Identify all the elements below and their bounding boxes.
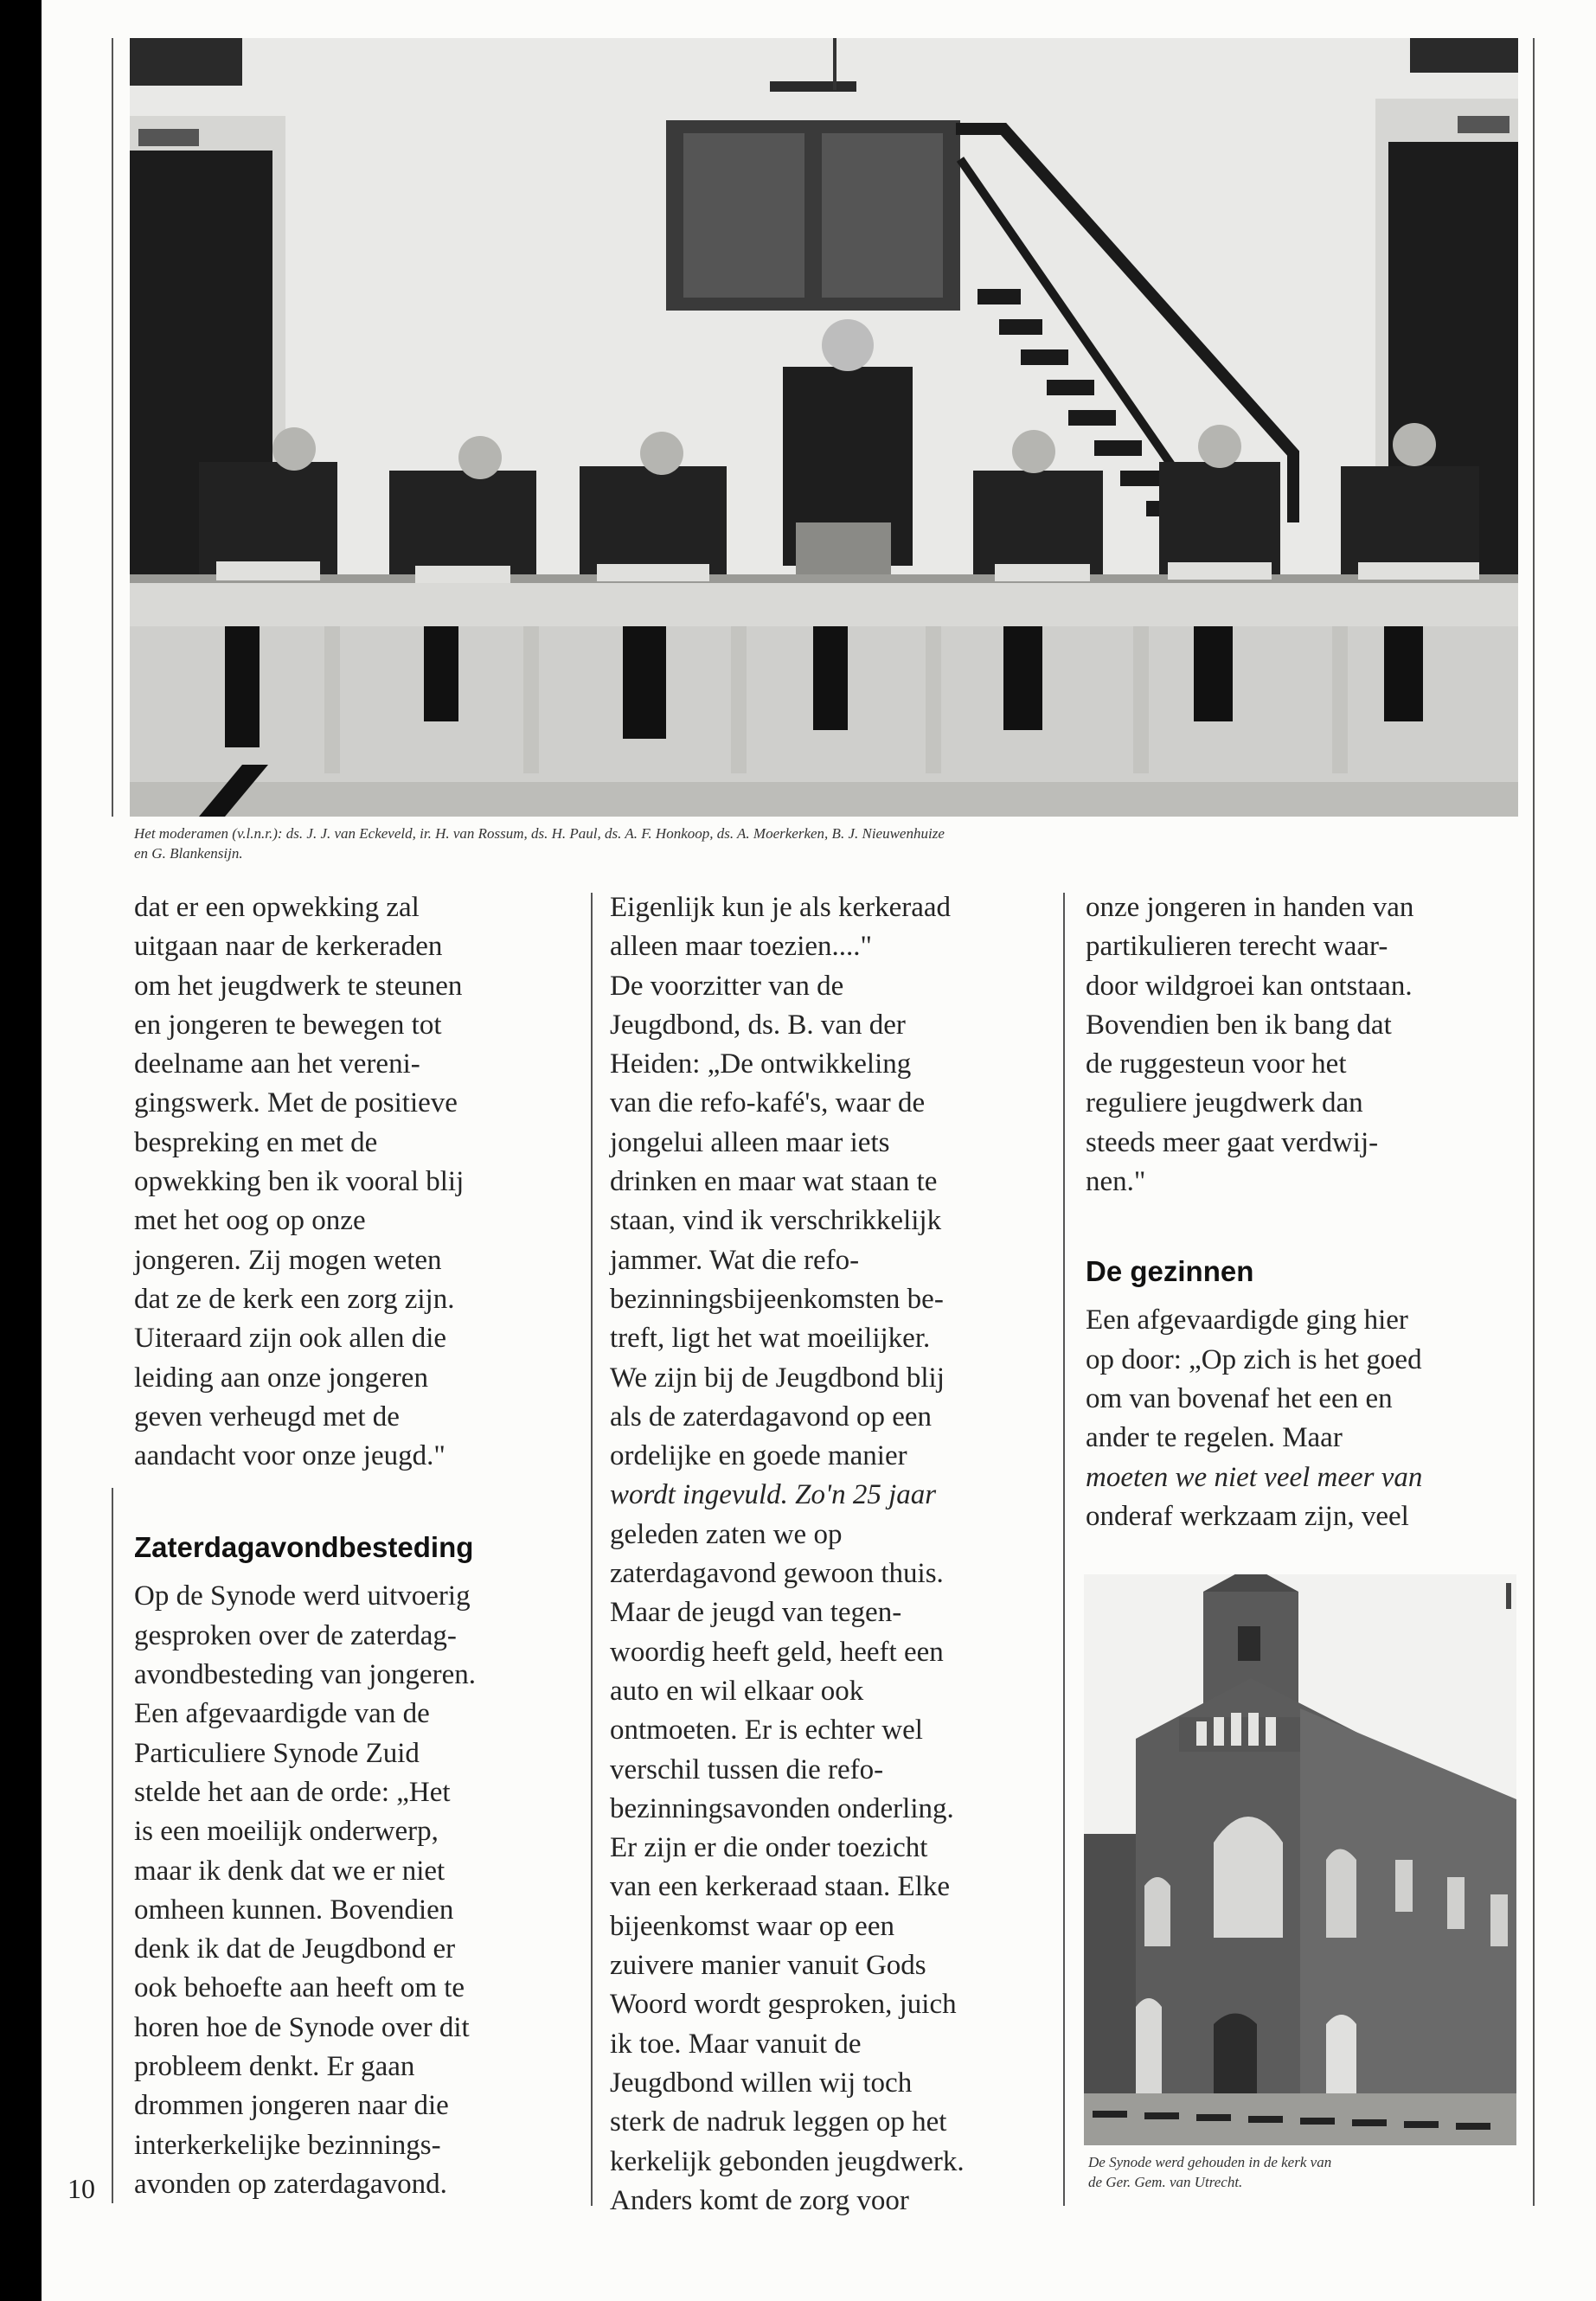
text-line: reguliere jeugdwerk dan bbox=[1086, 1087, 1363, 1119]
text-line: als de zaterdagavond op een bbox=[610, 1400, 932, 1433]
text-line: onze jongeren in handen van bbox=[1086, 892, 1414, 923]
text-line: moeten we niet veel meer van bbox=[1086, 1461, 1423, 1493]
text-line: leiding aan onze jongeren bbox=[134, 1362, 428, 1394]
text-line: Een afgevaardigde van de bbox=[134, 1698, 430, 1730]
page-number: 10 bbox=[67, 2173, 95, 2204]
text-line: probleem denkt. Er gaan bbox=[134, 2051, 415, 2083]
text-line: Heiden: „De ontwikkeling bbox=[610, 1048, 912, 1080]
moderamen-caption bbox=[134, 824, 1518, 863]
text-line: gesproken over de zaterdag- bbox=[134, 1619, 457, 1651]
article-paragraph bbox=[134, 1577, 584, 2204]
text-line: geven verheugd met de bbox=[134, 1400, 400, 1433]
text-line: Uiteraard zijn ook allen die bbox=[134, 1323, 447, 1355]
text-line: de ruggesteun voor het bbox=[1086, 1048, 1347, 1080]
text-line: onderaf werkzaam zijn, veel bbox=[1086, 1500, 1409, 1532]
text-line: bespreking en met de bbox=[134, 1126, 378, 1158]
text-line: steeds meer gaat verdwij- bbox=[1086, 1126, 1379, 1158]
text-line: interkerkelijke bezinnings- bbox=[134, 2129, 441, 2161]
church-caption-line: De Synode werd gehouden in de kerk van bbox=[1088, 2154, 1332, 2170]
text-line: nen." bbox=[1086, 1166, 1146, 1198]
text-line: bezinningsavonden onderling. bbox=[610, 1792, 954, 1824]
text-line: gingswerk. Met de positieve bbox=[134, 1087, 458, 1119]
moderamen-photo bbox=[130, 38, 1518, 817]
section-heading-de-gezinnen: De gezinnen bbox=[1086, 1255, 1254, 1288]
text-line: Jeugdbond, ds. B. van der bbox=[610, 1009, 906, 1041]
text-line: zuivere manier vanuit Gods bbox=[610, 1950, 926, 1982]
text-line: Bovendien ben ik bang dat bbox=[1086, 1009, 1392, 1041]
text-line: jammer. Wat die refo- bbox=[610, 1244, 860, 1276]
text-line: bijeenkomst waar op een bbox=[610, 1910, 894, 1942]
article-paragraph bbox=[1086, 888, 1527, 1202]
text-line: denk ik dat de Jeugdbond er bbox=[134, 1933, 456, 1965]
text-line: uitgaan naar de kerkeraden bbox=[134, 931, 443, 963]
text-line: partikulieren terecht waar- bbox=[1086, 931, 1388, 963]
text-line: avondbesteding van jongeren. bbox=[134, 1659, 476, 1691]
column-divider-2 bbox=[1063, 893, 1065, 2206]
text-line: ordelijke en goede manier bbox=[610, 1440, 907, 1472]
column-divider-1 bbox=[591, 893, 593, 2206]
text-line: zaterdagavond gewoon thuis. bbox=[610, 1558, 944, 1590]
text-line: kerkelijk gebonden jeugdwerk. bbox=[610, 2145, 965, 2177]
text-line: treft, ligt het wat moeilijker. bbox=[610, 1323, 931, 1355]
text-line: om het jeugdwerk te steunen bbox=[134, 970, 463, 1002]
text-line: verschil tussen die refo- bbox=[610, 1753, 884, 1785]
text-line: De voorzitter van de bbox=[610, 970, 844, 1002]
text-line: Een afgevaardigde ging hier bbox=[1086, 1304, 1408, 1336]
text-line: Anders komt de zorg voor bbox=[610, 2184, 909, 2216]
text-line: door wildgroei kan ontstaan. bbox=[1086, 970, 1413, 1002]
article-paragraph bbox=[134, 888, 584, 1476]
church-photo-graphic bbox=[1084, 1574, 1516, 2145]
church-photo bbox=[1084, 1574, 1516, 2145]
text-line: opwekking ben ik vooral blij bbox=[134, 1166, 465, 1198]
text-line: van die refo-kafé's, waar de bbox=[610, 1087, 926, 1119]
text-line: van een kerkeraad staan. Elke bbox=[610, 1871, 951, 1903]
article-column-3 bbox=[1086, 888, 1527, 1536]
text-line: en jongeren te bewegen tot bbox=[134, 1009, 442, 1041]
text-line: om van bovenaf het een en bbox=[1086, 1382, 1393, 1414]
text-line: alleen maar toezien...." bbox=[610, 931, 872, 963]
text-line: maar ik denk dat we er niet bbox=[134, 1855, 445, 1887]
text-line: drinken en maar wat staan te bbox=[610, 1166, 938, 1198]
text-line: woordig heeft geld, heeft een bbox=[610, 1636, 944, 1668]
text-line: dat ze de kerk een zorg zijn. bbox=[134, 1283, 455, 1315]
text-line: ander te regelen. Maar bbox=[1086, 1422, 1343, 1454]
text-line: Er zijn er die onder toezicht bbox=[610, 1832, 928, 1864]
text-line: Op de Synode werd uitvoerig bbox=[134, 1580, 471, 1612]
text-line: ik toe. Maar vanuit de bbox=[610, 2028, 862, 2060]
section-heading-zaterdagavondbesteding: Zaterdagavondbesteding bbox=[134, 1531, 474, 1564]
text-line: We zijn bij de Jeugdbond blij bbox=[610, 1362, 945, 1394]
moderamen-caption-line: en G. Blankensijn. bbox=[134, 845, 243, 862]
moderamen-photo-graphic bbox=[130, 38, 1518, 817]
text-line: jongeren. Zij mogen weten bbox=[134, 1244, 442, 1276]
church-caption bbox=[1088, 2152, 1529, 2192]
column-divider-right bbox=[1533, 38, 1535, 2206]
text-line: deelname aan het vereni- bbox=[134, 1048, 420, 1080]
article-column-1 bbox=[134, 888, 584, 2204]
binding-edge bbox=[0, 0, 42, 2301]
text-line: aandacht voor onze jeugd." bbox=[134, 1440, 445, 1472]
column-divider-far-left bbox=[112, 38, 113, 817]
text-line: Maar de jeugd van tegen- bbox=[610, 1597, 902, 1629]
text-line: Woord wordt gesproken, juich bbox=[610, 1989, 957, 2021]
text-line: Eigenlijk kun je als kerkeraad bbox=[610, 892, 952, 923]
text-line: op door: „Op zich is het goed bbox=[1086, 1343, 1422, 1375]
text-line: staan, vind ik verschrikkelijk bbox=[610, 1205, 942, 1237]
text-line: Particuliere Synode Zuid bbox=[134, 1737, 420, 1769]
text-line: jongelui alleen maar iets bbox=[610, 1126, 890, 1158]
text-line: geleden zaten we op bbox=[610, 1518, 843, 1550]
article-paragraph bbox=[610, 888, 1055, 2221]
text-line: ontmoeten. Er is echter wel bbox=[610, 1715, 923, 1747]
article-paragraph bbox=[1086, 1301, 1527, 1536]
column-divider-left bbox=[112, 1488, 113, 2203]
text-line: met het oog op onze bbox=[134, 1205, 366, 1237]
text-line: is een moeilijk onderwerp, bbox=[134, 1816, 439, 1848]
text-line: dat er een opwekking zal bbox=[134, 892, 420, 923]
text-line: omheen kunnen. Bovendien bbox=[134, 1894, 454, 1926]
text-line: bezinningsbijeenkomsten be- bbox=[610, 1283, 944, 1315]
text-line: horen hoe de Synode over dit bbox=[134, 2011, 470, 2043]
church-caption-line: de Ger. Gem. van Utrecht. bbox=[1088, 2174, 1243, 2190]
article-column-2 bbox=[610, 888, 1055, 2221]
text-line: avonden op zaterdagavond. bbox=[134, 2168, 447, 2200]
text-line: stelde het aan de orde: „Het bbox=[134, 1776, 451, 1808]
text-line: auto en wil elkaar ook bbox=[610, 1675, 864, 1707]
text-line: drommen jongeren naar die bbox=[134, 2090, 449, 2122]
text-line: wordt ingevuld. Zo'n 25 jaar bbox=[610, 1479, 937, 1511]
moderamen-caption-line: Het moderamen (v.l.n.r.): ds. J. J. van Eckeveld, ir. H. van Rossum, ds. H. Paul, ds. A. F. Honkoop, ds. A. Moerkerken, B. J. Nieuwenhuize bbox=[134, 825, 945, 842]
text-line: ook behoefte aan heeft om te bbox=[134, 1972, 465, 2004]
text-line: sterk de nadruk leggen op het bbox=[610, 2106, 947, 2138]
text-line: Jeugdbond willen wij toch bbox=[610, 2067, 913, 2099]
